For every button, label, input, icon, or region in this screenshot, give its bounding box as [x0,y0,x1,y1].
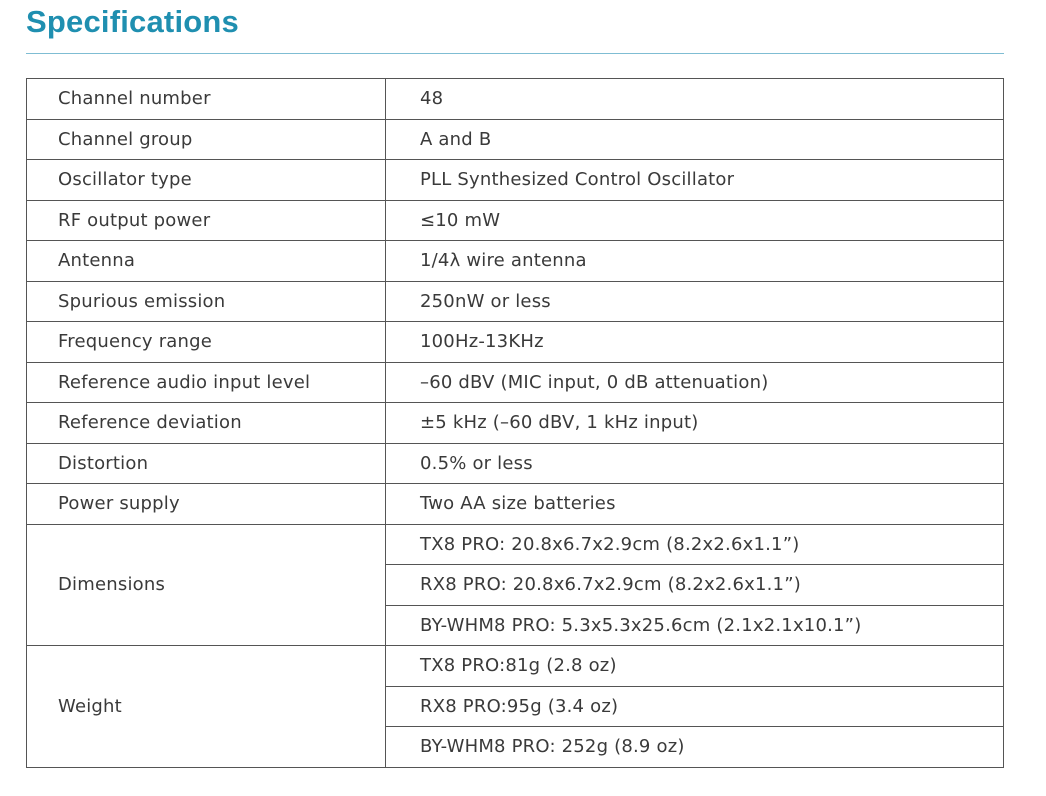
spec-value: A and B [386,119,1004,160]
table-row-weight [27,646,1004,687]
spec-label: Spurious emission [27,281,386,322]
spec-value: –60 dBV (MIC input, 0 dB attenuation) [386,362,1004,403]
spec-label: Oscillator type [27,160,386,201]
table-row-dimensions [27,524,1004,565]
title-underline [26,53,1004,54]
spec-label: Frequency range [27,322,386,363]
table-row [27,160,1004,201]
spec-value: ±5 kHz (–60 dBV, 1 kHz input) [386,403,1004,444]
spec-value: 1/4λ wire antenna [386,241,1004,282]
table-row [27,79,1004,120]
spec-label: RF output power [27,200,386,241]
specifications-table [26,78,1004,768]
table-row [27,403,1004,444]
spec-label: Channel group [27,119,386,160]
spec-label: Antenna [27,241,386,282]
spec-value: 250nW or less [386,281,1004,322]
table-row [27,322,1004,363]
table-row [27,484,1004,525]
weight-label: Weight [27,646,386,768]
table-row [27,443,1004,484]
spec-label: Reference audio input level [27,362,386,403]
dimensions-value: TX8 PRO: 20.8x6.7x2.9cm (8.2x2.6x1.1”) [386,524,1004,565]
dimensions-value: RX8 PRO: 20.8x6.7x2.9cm (8.2x2.6x1.1”) [386,565,1004,606]
spec-value: Two AA size batteries [386,484,1004,525]
spec-value: 48 [386,79,1004,120]
weight-value: RX8 PRO:95g (3.4 oz) [386,686,1004,727]
table-row [27,281,1004,322]
table-row [27,241,1004,282]
weight-value: BY-WHM8 PRO: 252g (8.9 oz) [386,727,1004,768]
spec-value: PLL Synthesized Control Oscillator [386,160,1004,201]
table-row [27,200,1004,241]
spec-value: 100Hz-13KHz [386,322,1004,363]
table-row [27,362,1004,403]
spec-label: Reference deviation [27,403,386,444]
spec-label: Distortion [27,443,386,484]
dimensions-value: BY-WHM8 PRO: 5.3x5.3x25.6cm (2.1x2.1x10.1”) [386,605,1004,646]
spec-label: Channel number [27,79,386,120]
spec-value: 0.5% or less [386,443,1004,484]
spec-label: Power supply [27,484,386,525]
page-title: Specifications [26,4,239,39]
spec-value: ≤10 mW [386,200,1004,241]
table-row [27,119,1004,160]
dimensions-label: Dimensions [27,524,386,646]
weight-value: TX8 PRO:81g (2.8 oz) [386,646,1004,687]
